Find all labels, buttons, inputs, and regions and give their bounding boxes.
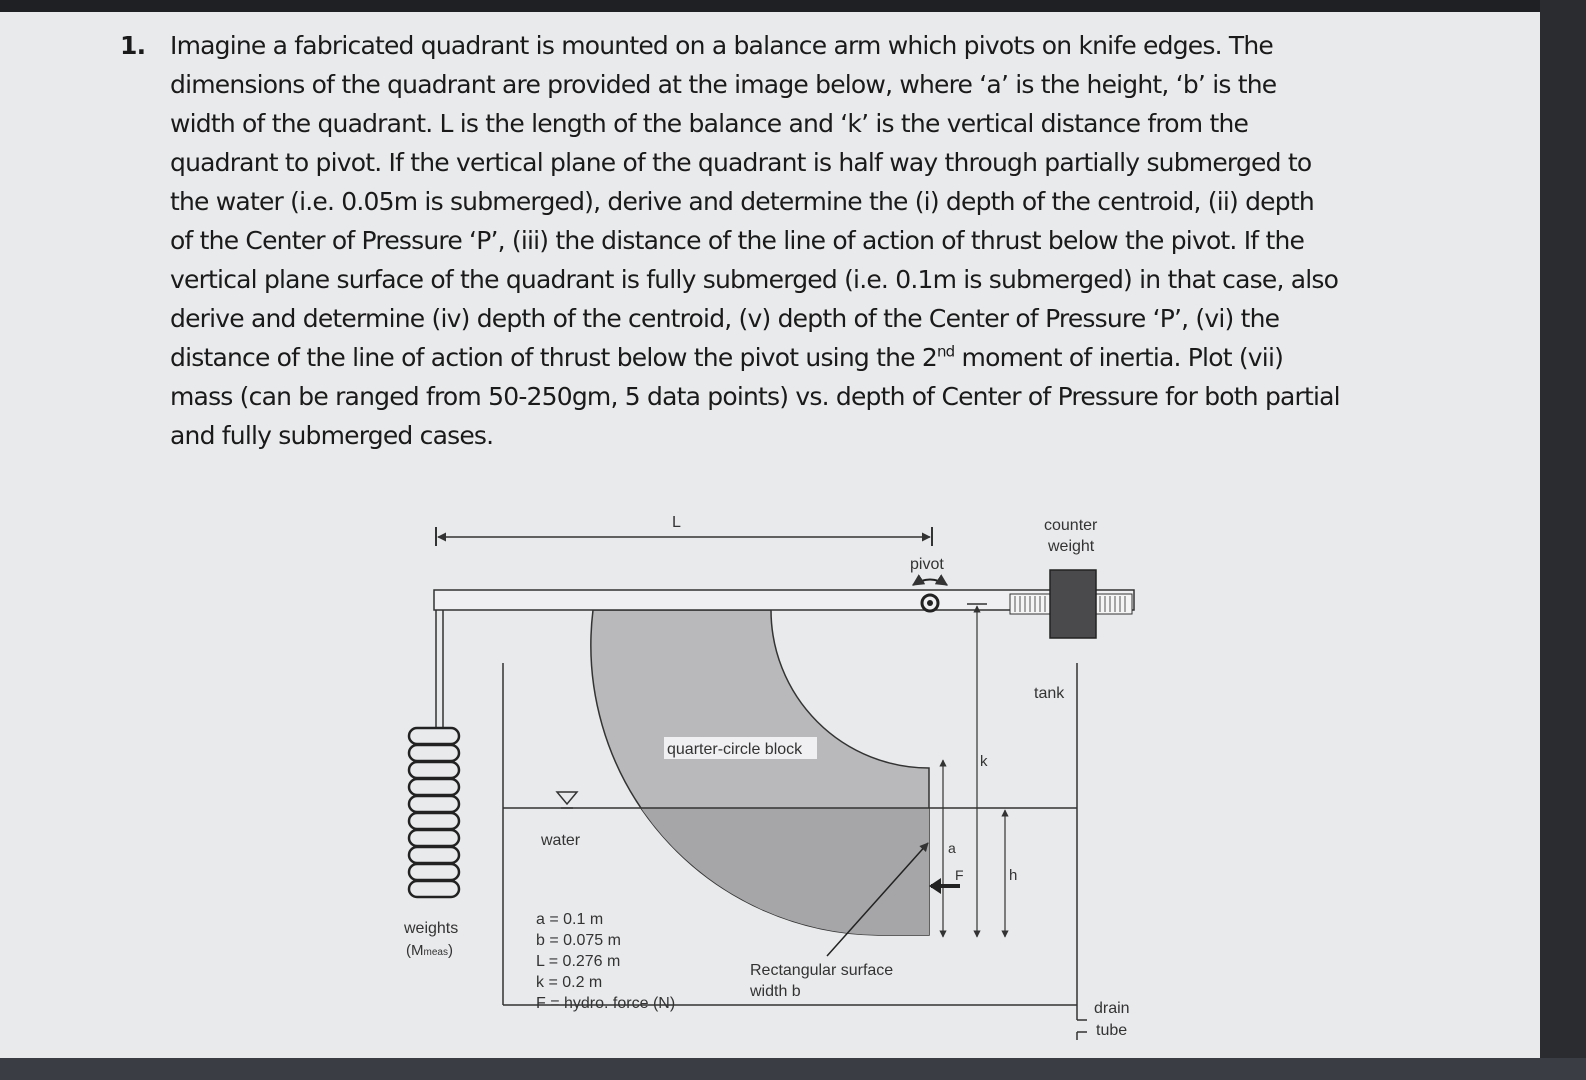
force-arrow-head (929, 878, 941, 894)
label-rect2: width b (750, 983, 801, 1000)
param-F: F = hydro. force (N) (536, 995, 676, 1012)
label-drain: drain (1094, 1000, 1130, 1017)
label-rect1: Rectangular surface (750, 962, 894, 979)
label-weight: weight (1048, 538, 1095, 555)
label-pivot: pivot (910, 556, 944, 573)
counterweight (1050, 570, 1096, 638)
question-text-part2: moment of inertia. Plot (vii) mass (can be ranged from 50-250gm, 5 data points) vs. depth of Center of Pressure for both partial and fully submerged cases. (170, 343, 1340, 450)
param-b: b = 0.075 m (536, 932, 621, 949)
label-h: h (1009, 867, 1018, 884)
label-counter: counter (1044, 517, 1098, 534)
label-weights: weights (404, 920, 459, 937)
label-mmeas: (Mmeas) (406, 942, 453, 959)
question-text-part1: Imagine a fabricated quadrant is mounted on a balance arm which pivots on knife edges. The dimensions of the quadrant are provided at the image below, where ‘a’ is the height, ‘b’ is the width of the quadrant. L is the length of the balance and ‘k’ is the vertical distance from the quadrant to pivot. If the vertical plane of the quadrant is half way through partially submerged to the water (i.e. 0.05m is submerged), derive and determine the (i) depth of the centroid, (ii) depth of the Center of Pressure ‘P’, (iii) the distance of the line of action of thrust below the pivot. If the vertical plane surface of the quadrant is fully submerged (i.e. 0.1m is submerged) in that case, also derive and determine (iv) depth of the centroid, (v) depth of the Center of Pressure ‘P’, (vi) the distance of the line of action of thrust below the pivot using the 2 (170, 31, 1339, 372)
label-tank: tank (1034, 685, 1065, 702)
weights-stack (409, 728, 459, 897)
label-block: quarter-circle block (667, 741, 803, 758)
label-F: F (955, 867, 964, 883)
param-L: L = 0.276 m (536, 953, 621, 970)
label-k: k (980, 753, 988, 770)
param-k: k = 0.2 m (536, 974, 603, 991)
length-dimension (436, 527, 932, 546)
label-water: water (541, 832, 581, 849)
label-L: L (672, 514, 681, 531)
label-tube: tube (1096, 1022, 1128, 1039)
water-level-symbol (557, 792, 577, 808)
label-a: a (948, 840, 956, 856)
question-number: 1. (120, 31, 146, 60)
parameter-list (536, 911, 675, 1012)
k-dimension (967, 604, 987, 937)
param-a: a = 0.1 m (536, 911, 604, 928)
question-superscript: nd (936, 342, 955, 361)
